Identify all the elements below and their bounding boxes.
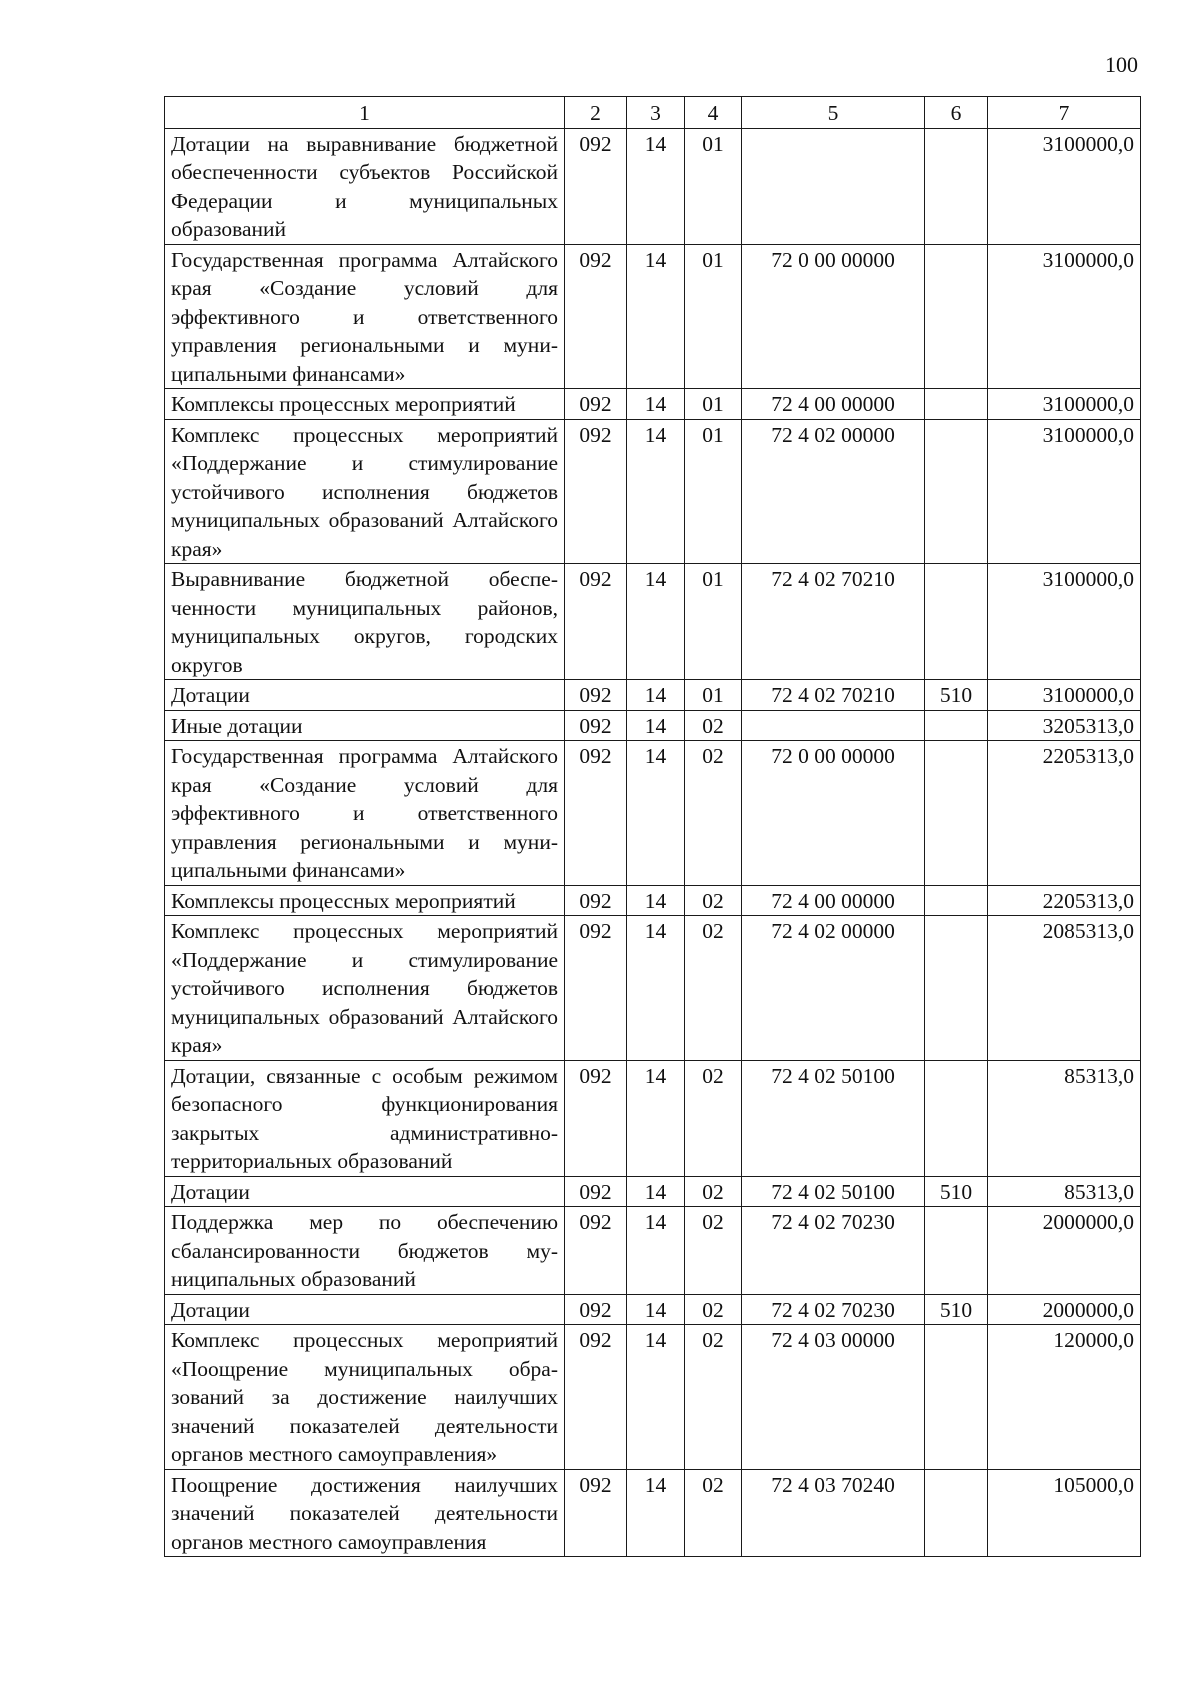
cell-section: 14	[627, 1325, 685, 1470]
table-header	[165, 97, 1141, 129]
cell-expense-type	[925, 564, 988, 680]
cell-name: Дотации на выравнивание бюджетной обеспеченности субъектов Российской Федерации и муниципальных образований	[165, 128, 565, 244]
cell-name: Комплекс процессных мероприятий «Поощрение муниципальных образований за достижение наилучших значений показателей деятельности органов местного самоуправления»	[165, 1325, 565, 1470]
cell-subsection: 02	[685, 1207, 742, 1295]
cell-expense-type	[925, 1325, 988, 1470]
cell-name: Дотации	[165, 1176, 565, 1207]
table-row	[165, 741, 1141, 886]
cell-section: 14	[627, 1294, 685, 1325]
cell-expense-type: 510	[925, 1294, 988, 1325]
cell-grbs: 092	[565, 1325, 627, 1470]
cell-grbs: 092	[565, 244, 627, 389]
header-col-7: 7	[988, 97, 1141, 129]
cell-expense-type	[925, 419, 988, 564]
table-row	[165, 885, 1141, 916]
cell-target-article: 72 0 00 00000	[742, 244, 925, 389]
cell-amount: 105000,0	[988, 1469, 1141, 1557]
cell-section: 14	[627, 710, 685, 741]
table-body	[165, 128, 1141, 1557]
cell-section: 14	[627, 885, 685, 916]
cell-name: Государственная программа Алтайского края «Создание условий для эффективного и ответственного управления региональными и муниципальными финансами»	[165, 244, 565, 389]
cell-subsection: 01	[685, 419, 742, 564]
header-col-2: 2	[565, 97, 627, 129]
cell-section: 14	[627, 244, 685, 389]
cell-amount: 2000000,0	[988, 1294, 1141, 1325]
cell-subsection: 02	[685, 1176, 742, 1207]
cell-target-article: 72 4 02 00000	[742, 916, 925, 1061]
cell-name: Комплекс процессных мероприятий «Поддержание и стимулирование устойчивого исполнения бюджетов муниципальных образований Алтайского края»	[165, 916, 565, 1061]
cell-subsection: 02	[685, 1060, 742, 1176]
cell-grbs: 092	[565, 419, 627, 564]
cell-expense-type	[925, 389, 988, 420]
table-row	[165, 244, 1141, 389]
cell-name: Дотации, связанные с особым режимом безопасного функционирования закрытых административно-территориальных образований	[165, 1060, 565, 1176]
cell-amount: 2205313,0	[988, 741, 1141, 886]
cell-name: Дотации	[165, 680, 565, 711]
table-row	[165, 1060, 1141, 1176]
cell-amount: 3205313,0	[988, 710, 1141, 741]
cell-section: 14	[627, 680, 685, 711]
cell-grbs: 092	[565, 1176, 627, 1207]
table-row	[165, 389, 1141, 420]
header-col-4: 4	[685, 97, 742, 129]
cell-subsection: 02	[685, 741, 742, 886]
cell-target-article: 72 4 02 70230	[742, 1207, 925, 1295]
cell-grbs: 092	[565, 741, 627, 886]
cell-subsection: 02	[685, 1325, 742, 1470]
table-row	[165, 1469, 1141, 1557]
cell-expense-type	[925, 1060, 988, 1176]
cell-subsection: 02	[685, 916, 742, 1061]
cell-grbs: 092	[565, 885, 627, 916]
cell-name: Поддержка мер по обеспечению сбалансированности бюджетов муниципальных образований	[165, 1207, 565, 1295]
cell-target-article: 72 0 00 00000	[742, 741, 925, 886]
cell-section: 14	[627, 389, 685, 420]
table-row	[165, 1294, 1141, 1325]
cell-section: 14	[627, 1060, 685, 1176]
table-row	[165, 1325, 1141, 1470]
cell-grbs: 092	[565, 710, 627, 741]
cell-amount: 120000,0	[988, 1325, 1141, 1470]
table-row	[165, 1207, 1141, 1295]
cell-expense-type	[925, 885, 988, 916]
cell-subsection: 01	[685, 564, 742, 680]
cell-section: 14	[627, 916, 685, 1061]
cell-expense-type	[925, 244, 988, 389]
cell-expense-type	[925, 741, 988, 886]
table-row	[165, 916, 1141, 1061]
header-col-5: 5	[742, 97, 925, 129]
cell-target-article: 72 4 02 70210	[742, 680, 925, 711]
table-row	[165, 564, 1141, 680]
header-col-3: 3	[627, 97, 685, 129]
cell-amount: 3100000,0	[988, 564, 1141, 680]
cell-section: 14	[627, 1207, 685, 1295]
cell-subsection: 01	[685, 680, 742, 711]
table-row	[165, 710, 1141, 741]
cell-amount: 2085313,0	[988, 916, 1141, 1061]
cell-subsection: 01	[685, 389, 742, 420]
table-row	[165, 1176, 1141, 1207]
cell-target-article: 72 4 02 00000	[742, 419, 925, 564]
cell-amount: 3100000,0	[988, 244, 1141, 389]
table-row	[165, 128, 1141, 244]
cell-expense-type	[925, 128, 988, 244]
cell-section: 14	[627, 564, 685, 680]
page-number: 100	[1105, 52, 1138, 77]
cell-name: Поощрение достижения наилучших значений показателей деятельности органов местного самоуправления	[165, 1469, 565, 1557]
cell-target-article: 72 4 00 00000	[742, 389, 925, 420]
cell-amount: 85313,0	[988, 1176, 1141, 1207]
cell-target-article: 72 4 00 00000	[742, 885, 925, 916]
cell-section: 14	[627, 1469, 685, 1557]
cell-amount: 2000000,0	[988, 1207, 1141, 1295]
cell-amount: 3100000,0	[988, 128, 1141, 244]
cell-amount: 85313,0	[988, 1060, 1141, 1176]
cell-subsection: 02	[685, 710, 742, 741]
cell-name: Государственная программа Алтайского края «Создание условий для эффективного и ответственного управления региональными и муниципальными финансами»	[165, 741, 565, 886]
cell-subsection: 02	[685, 1469, 742, 1557]
cell-target-article	[742, 710, 925, 741]
cell-grbs: 092	[565, 389, 627, 420]
cell-target-article: 72 4 02 70210	[742, 564, 925, 680]
header-col-6: 6	[925, 97, 988, 129]
cell-grbs: 092	[565, 1060, 627, 1176]
cell-name: Дотации	[165, 1294, 565, 1325]
cell-expense-type	[925, 710, 988, 741]
header-row	[165, 97, 1141, 129]
cell-subsection: 01	[685, 244, 742, 389]
cell-section: 14	[627, 128, 685, 244]
cell-target-article: 72 4 02 50100	[742, 1060, 925, 1176]
cell-name: Иные дотации	[165, 710, 565, 741]
cell-subsection: 02	[685, 885, 742, 916]
header-col-1: 1	[165, 97, 565, 129]
cell-grbs: 092	[565, 128, 627, 244]
cell-grbs: 092	[565, 1294, 627, 1325]
cell-expense-type	[925, 1469, 988, 1557]
cell-grbs: 092	[565, 680, 627, 711]
cell-target-article: 72 4 02 50100	[742, 1176, 925, 1207]
cell-grbs: 092	[565, 1207, 627, 1295]
cell-target-article: 72 4 03 00000	[742, 1325, 925, 1470]
cell-section: 14	[627, 741, 685, 886]
cell-grbs: 092	[565, 916, 627, 1061]
cell-subsection: 01	[685, 128, 742, 244]
cell-section: 14	[627, 419, 685, 564]
cell-name: Выравнивание бюджетной обеспеченности муниципальных районов, муниципальных округов, городских округов	[165, 564, 565, 680]
cell-target-article	[742, 128, 925, 244]
budget-table	[164, 96, 1141, 1557]
cell-grbs: 092	[565, 1469, 627, 1557]
cell-target-article: 72 4 02 70230	[742, 1294, 925, 1325]
cell-expense-type: 510	[925, 680, 988, 711]
cell-name: Комплекс процессных мероприятий «Поддержание и стимулирование устойчивого исполнения бюджетов муниципальных образований Алтайского края»	[165, 419, 565, 564]
cell-expense-type: 510	[925, 1176, 988, 1207]
table-row	[165, 680, 1141, 711]
cell-amount: 3100000,0	[988, 389, 1141, 420]
cell-grbs: 092	[565, 564, 627, 680]
cell-expense-type	[925, 916, 988, 1061]
cell-subsection: 02	[685, 1294, 742, 1325]
cell-expense-type	[925, 1207, 988, 1295]
cell-target-article: 72 4 03 70240	[742, 1469, 925, 1557]
cell-section: 14	[627, 1176, 685, 1207]
table-row	[165, 419, 1141, 564]
cell-amount: 2205313,0	[988, 885, 1141, 916]
cell-name: Комплексы процессных мероприятий	[165, 885, 565, 916]
cell-name: Комплексы процессных мероприятий	[165, 389, 565, 420]
cell-amount: 3100000,0	[988, 680, 1141, 711]
cell-amount: 3100000,0	[988, 419, 1141, 564]
